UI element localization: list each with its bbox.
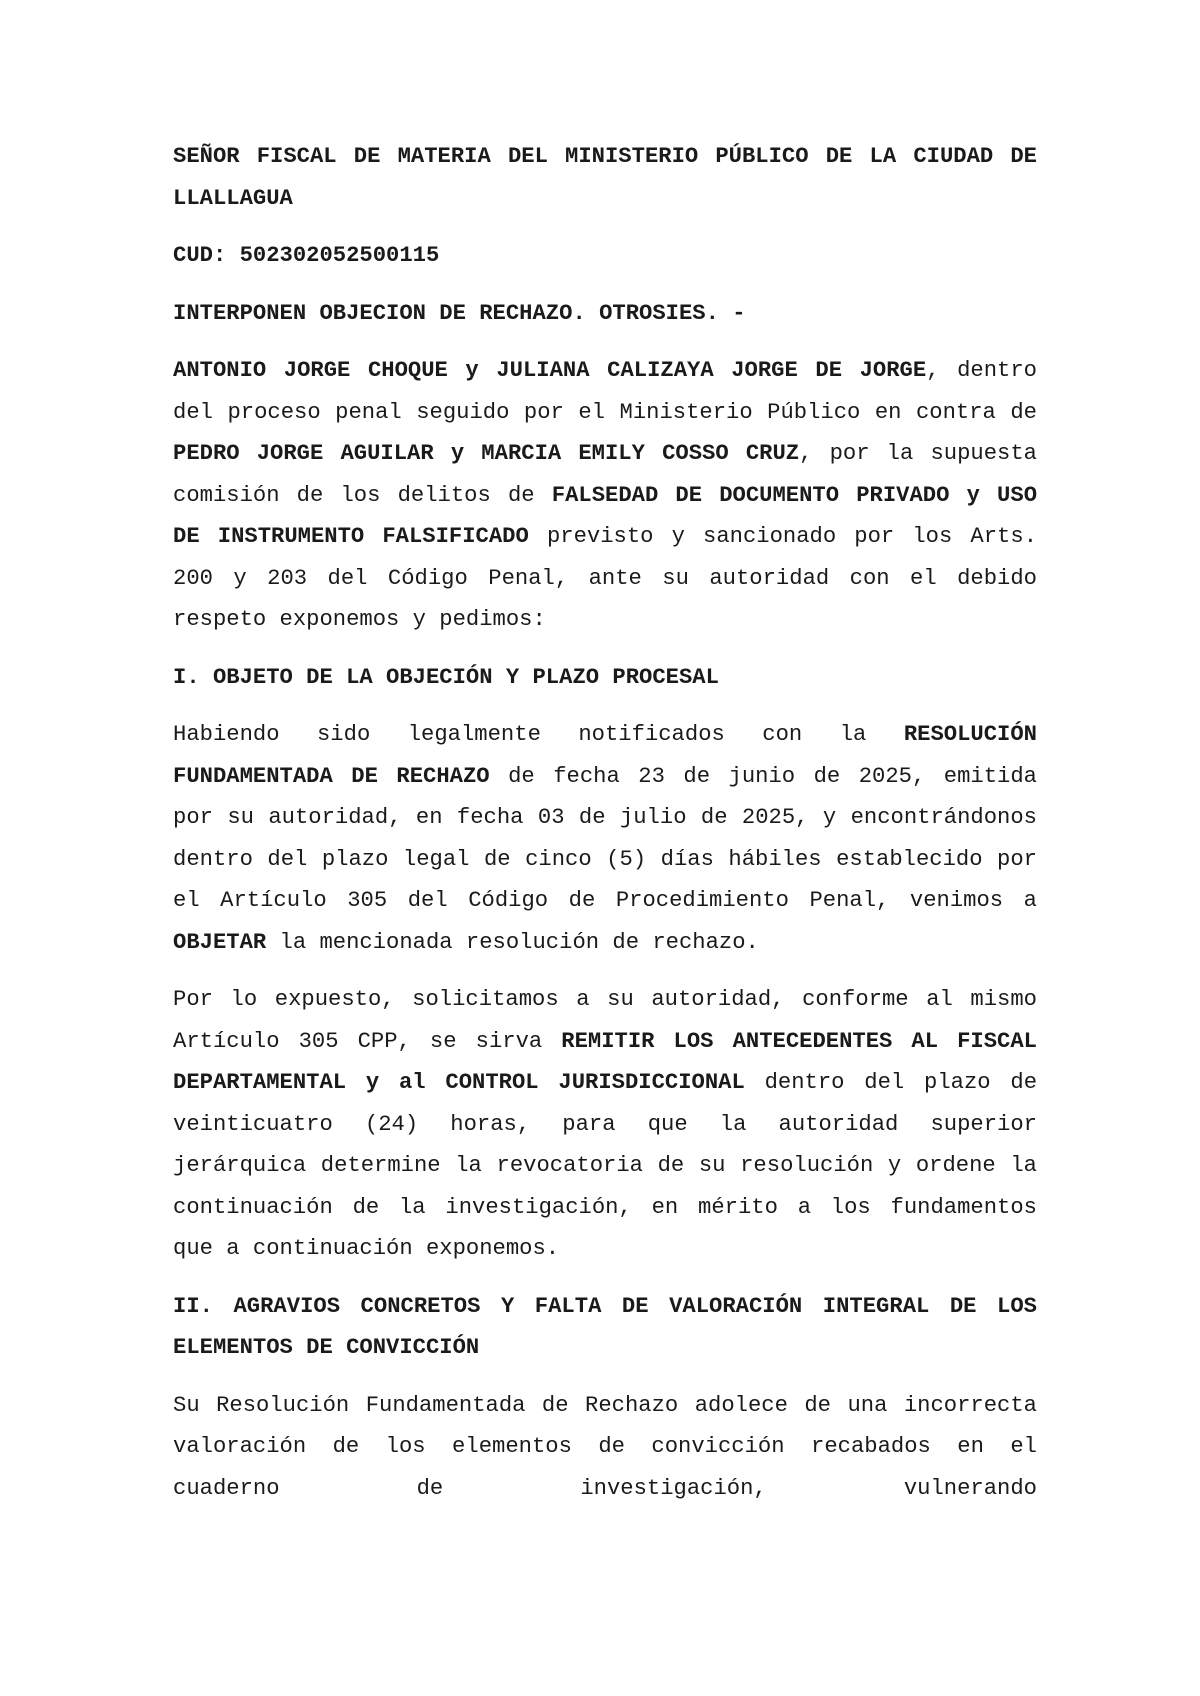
intro-text-3: previsto y sancionado por los Arts. 200 y 203 del Código Penal, ante su autoridad con el debido respeto exponemos y pedimos:	[173, 524, 1038, 632]
section-2-title: II. AGRAVIOS CONCRETOS Y FALTA DE VALORACIÓN INTEGRAL DE LOS ELEMENTOS DE CONVICCIÓN	[173, 1293, 1037, 1360]
complainants-names: ANTONIO JORGE CHOQUE y JULIANA CALIZAYA JORGE DE JORGE	[173, 358, 927, 383]
section-2-paragraph-1: Su Resolución Fundamentada de Rechazo adolece de una incorrecta valoración de los elementos de convicción recabados en el cuaderno de investigación, vulnerando	[173, 1392, 1037, 1501]
document-page	[173, 136, 1037, 1525]
section-1-paragraph-2	[173, 979, 1037, 1270]
case-number: CUD: 502302052500115	[173, 243, 440, 268]
s1p2-text-2: dentro del plazo de veinticuatro (24) horas, para que la autoridad superior jerárquica determine la revocatoria de su resolución y ordene la continuación de la investigación, en mérito a los fundamentos que a continuación exponemos.	[173, 1070, 1038, 1261]
section-1-paragraph-1	[173, 714, 1037, 963]
intro-text-1: , dentro del proceso penal seguido por el Ministerio Público en contra de	[173, 358, 1037, 425]
s1p1-bold-2: OBJETAR	[173, 929, 267, 955]
s1p2-bold-1: REMITIR LOS ANTECEDENTES AL FISCAL DEPARTAMENTAL y al CONTROL JURISDICCIONAL	[173, 1028, 1038, 1095]
crimes-names: FALSEDAD DE DOCUMENTO PRIVADO y USO DE INSTRUMENTO FALSIFICADO	[173, 482, 1038, 549]
document-subject: INTERPONEN OBJECION DE RECHAZO. OTROSIES. -	[173, 300, 746, 326]
section-1-title: I. OBJETO DE LA OBJECIÓN Y PLAZO PROCESAL	[173, 664, 719, 690]
s1p2-text-1: Por lo expuesto, solicitamos a su autoridad, conforme al mismo Artículo 305 CPP, se sirva	[173, 987, 1037, 1054]
s1p1-text-2: de fecha 23 de junio de 2025, emitida por su autoridad, en fecha 03 de julio de 2025, y encontrándonos dentro del plazo legal de cinco (5) días hábiles establecido por el Artículo 305 del Código de Procedimiento Penal, venimos a	[173, 763, 1037, 913]
s1p1-text-3: la mencionada resolución de rechazo.	[266, 929, 759, 955]
accused-names: PEDRO JORGE AGUILAR y MARCIA EMILY COSSO CRUZ	[173, 441, 800, 466]
intro-paragraph	[173, 350, 1037, 641]
s1p1-bold-1: RESOLUCIÓN FUNDAMENTADA DE RECHAZO	[173, 722, 1037, 789]
intro-text-2: , por la supuesta comisión de los delitos de	[173, 441, 1037, 508]
s1p1-text-1: Habiendo sido legalmente notificados con la	[173, 722, 904, 747]
addressee-heading: SEÑOR FISCAL DE MATERIA DEL MINISTERIO PÚBLICO DE LA CIUDAD DE LLALLAGUA	[173, 144, 1037, 211]
